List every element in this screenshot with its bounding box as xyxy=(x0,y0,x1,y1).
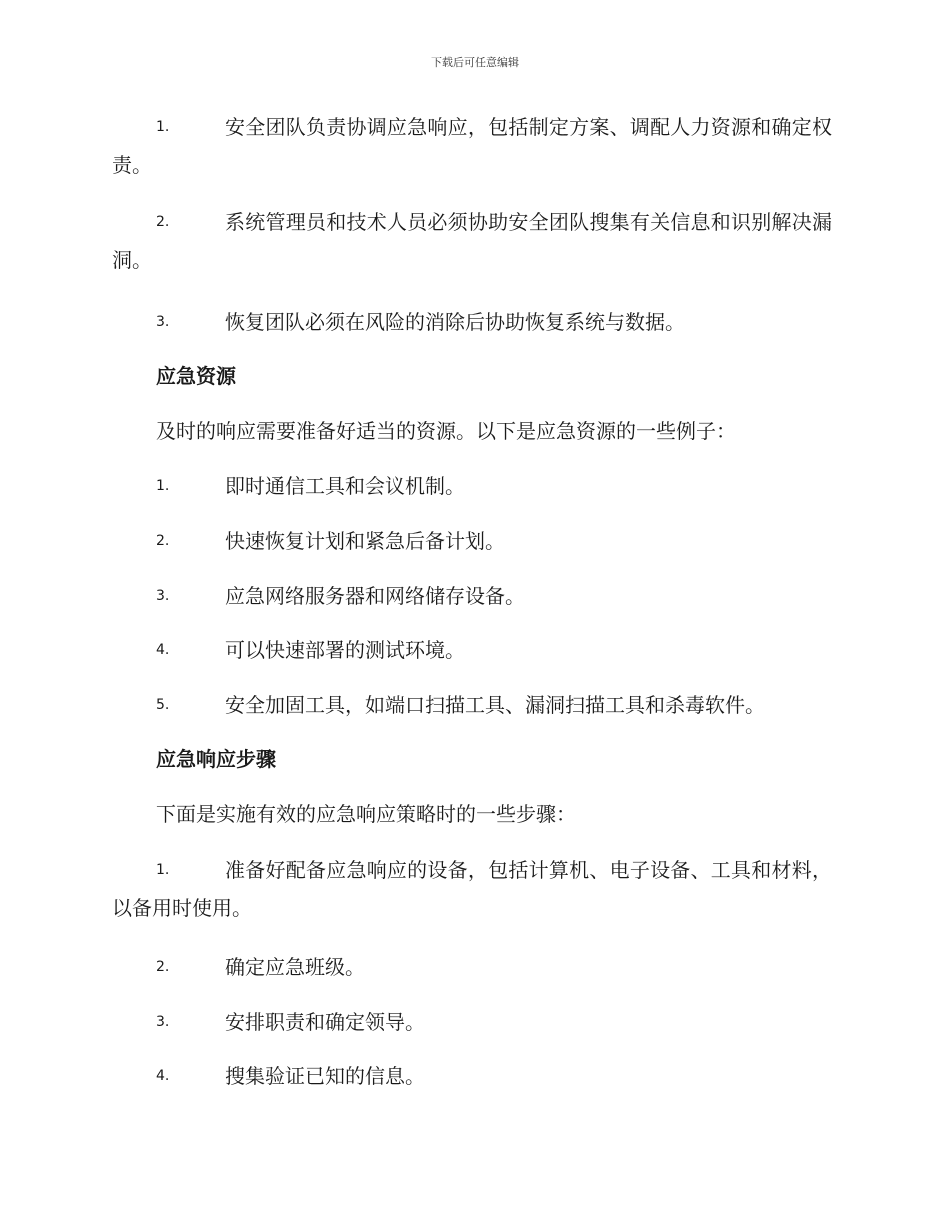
list-number: 2. xyxy=(156,214,170,230)
section-intro: 下面是实施有效的应急响应策略时的一些步骤： xyxy=(156,802,576,826)
list-text: 安全团队负责协调应急响应，包括制定方案、调配人力资源和确定权责。 xyxy=(112,115,832,177)
list-item xyxy=(112,851,832,927)
list-number: 3. xyxy=(156,1014,170,1030)
list-item xyxy=(112,522,832,560)
list-text: 快速恢复计划和紧急后备计划。 xyxy=(225,529,505,553)
list-text: 安全加固工具，如端口扫描工具、漏洞扫描工具和杀毒软件。 xyxy=(225,693,765,717)
list-text: 即时通信工具和会议机制。 xyxy=(225,474,465,498)
list-item xyxy=(112,577,832,615)
list-item xyxy=(112,686,832,724)
list-number: 5. xyxy=(156,697,170,713)
list-item xyxy=(112,303,832,341)
list-item xyxy=(112,631,832,669)
list-number: 4. xyxy=(156,642,170,658)
list-text: 应急网络服务器和网络储存设备。 xyxy=(225,584,525,608)
section-heading: 应急资源 xyxy=(156,364,236,388)
list-text: 系统管理员和技术人员必须协助安全团队搜集有关信息和识别解决漏洞。 xyxy=(112,210,832,272)
list-text: 可以快速部署的测试环境。 xyxy=(225,638,465,662)
list-text: 准备好配备应急响应的设备，包括计算机、电子设备、工具和材料，以备用时使用。 xyxy=(112,858,832,920)
list-item xyxy=(112,948,832,986)
list-number: 3. xyxy=(156,588,170,604)
section-heading: 应急响应步骤 xyxy=(156,747,276,771)
list-number: 1. xyxy=(156,478,170,494)
list-number: 3. xyxy=(156,314,170,330)
list-number: 4. xyxy=(156,1068,170,1084)
list-item xyxy=(112,108,832,184)
list-item xyxy=(112,203,832,279)
list-number: 2. xyxy=(156,533,170,549)
page-header: 下载后可任意编辑 xyxy=(431,56,519,69)
list-item xyxy=(112,1003,832,1041)
list-item xyxy=(112,1057,832,1095)
list-text: 确定应急班级。 xyxy=(225,955,365,979)
list-item xyxy=(112,467,832,505)
list-number: 1. xyxy=(156,862,170,878)
list-text: 安排职责和确定领导。 xyxy=(225,1010,425,1034)
list-text: 搜集验证已知的信息。 xyxy=(225,1064,425,1088)
list-number: 1. xyxy=(156,119,170,135)
section-intro: 及时的响应需要准备好适当的资源。以下是应急资源的一些例子： xyxy=(156,419,736,443)
list-text: 恢复团队必须在风险的消除后协助恢复系统与数据。 xyxy=(225,310,685,334)
list-number: 2. xyxy=(156,959,170,975)
